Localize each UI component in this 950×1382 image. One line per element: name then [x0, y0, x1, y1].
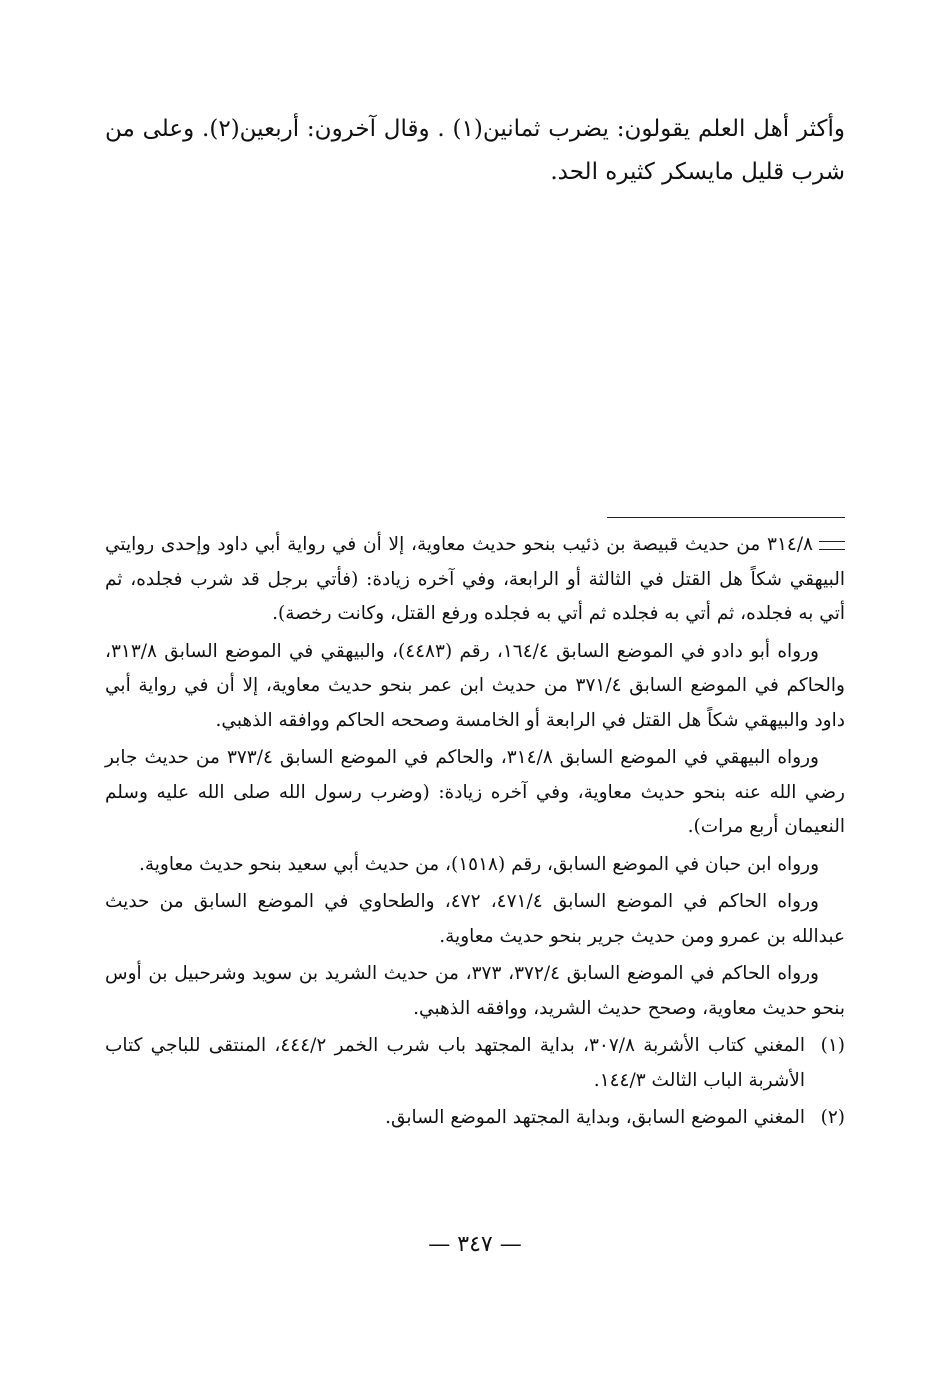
footnote-paragraph: ورواه الحاكم في الموضع السابق ٣٧٢/٤، ٣٧٣، من حديث الشريد بن سويد وشرحبيل بن أوس بنحو حديث معاوية، وصحح حديث الشريد، ووافقه الذهبي. — [105, 963, 845, 1019]
footnote-continuation-text: ٣١٤/٨ من حديث قبيصة بن ذئيب بنحو حديث معاوية، إلا أن في رواية أبي داود وإحدى روايتي البيهقي شكاً هل القتل في الثالثة أو الرابعة، وفي آخره زيادة: (فأتي برجل قد شرب فجلده، ثم أتي به فجلده، ثم أتي به فجلده ثم أتي به فجلده ورفع القتل، وكانت رخصة). — [105, 534, 845, 624]
main-paragraph: وأكثر أهل العلم يقولون: يضرب ثمانين(١) . وقال آخرون: أربعين(٢). وعلى من شرب قليل مايسكر كثيره الحد. — [105, 116, 845, 185]
footnote-number: (١) — [820, 1035, 845, 1056]
footnote-text: المغني الموضع السابق، وبداية المجتهد الموضع السابق. — [385, 1107, 805, 1128]
footnote-number: (٢) — [820, 1107, 845, 1128]
footnote-1 — [105, 1029, 845, 1098]
footnote-separator — [607, 517, 845, 518]
page-number: — ٣٤٧ — — [428, 1232, 522, 1257]
footnote-paragraph: ورواه البيهقي في الموضع السابق ٣١٤/٨، والحاكم في الموضع السابق ٣٧٣/٤ من حديث جابر رضي الله عنه بنحو حديث معاوية، وفي آخره زيادة: (وضرب رسول الله صلى الله عليه وسلم النعيمان أربع مرات). — [105, 747, 845, 837]
footnote-paragraph: ورواه ابن حبان في الموضع السابق، رقم (١٥١٨)، من حديث أبي سعيد بنحو حديث معاوية. — [138, 853, 819, 875]
footnote-paragraph: ورواه أبو دادو في الموضع السابق ١٦٤/٤، رقم (٤٤٨٣)، والبيهقي في الموضع السابق ٣١٣/٨، والحاكم في الموضع السابق ٣٧١/٤ من حديث ابن عمر بنحو حديث معاوية، إلا أن في رواية أبي داود والبيهقي شكاً هل القتل في الرابعة أو الخامسة وصححه الحاكم ووافقه الذهبي. — [105, 640, 845, 731]
continuation-mark — [819, 541, 845, 550]
footnote-continuation — [105, 528, 845, 632]
main-text — [105, 108, 845, 194]
footnote-text: المغني كتاب الأشربة ٣٠٧/٨، بداية المجتهد باب شرب الخمر ٤٤٤/٢، المنتقى للباجي كتاب الأشربة الباب الثالث ١٤٤/٣. — [105, 1035, 805, 1091]
footnotes-section — [105, 528, 845, 1139]
footnote-paragraph: ورواه الحاكم في الموضع السابق ٤٧١/٤، ٤٧٢، والطحاوي في الموضع السابق من حديث عبدالله بن عمرو ومن حديث جرير بنحو حديث معاوية. — [105, 891, 845, 947]
footnote-2 — [105, 1101, 845, 1136]
